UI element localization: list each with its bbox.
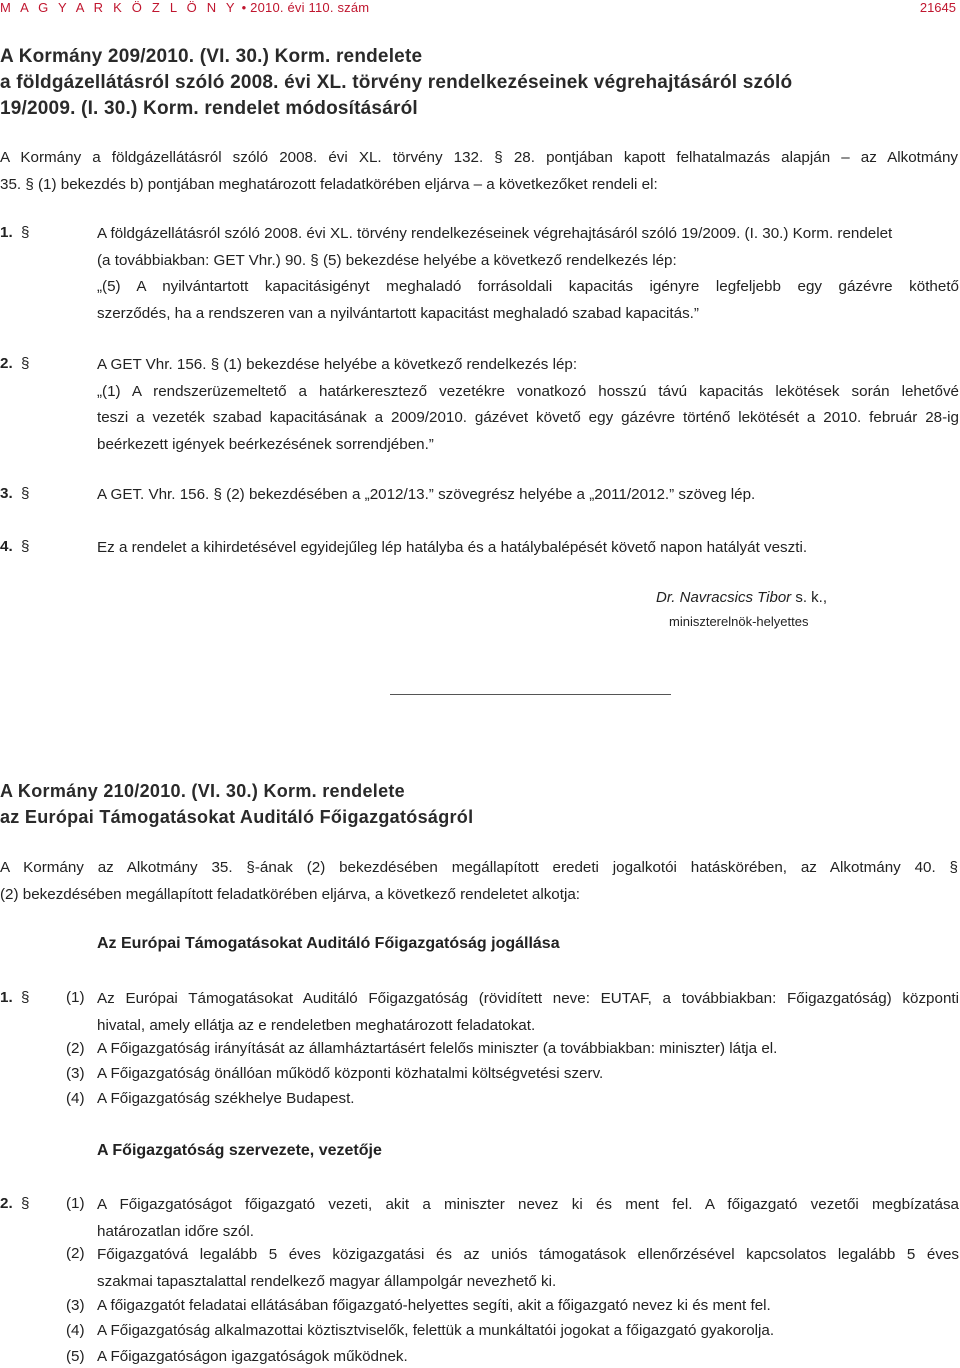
paragraph-label: (1) [66, 989, 85, 1006]
section-line: A GET Vhr. 156. § (1) bekezdése helyébe a következő rendelkezés lép: [97, 356, 578, 373]
preamble-line: A Kormány a földgázellátásról szóló 2008. évi XL. törvény 132. § 28. pontjában kapott felhatalmazás alapján – az Alkotmány [0, 149, 958, 166]
section-line: A GET. Vhr. 156. § (2) bekezdésében a „2012/13.” szövegrész helyébe a „2011/2012.” szöveg lép. [97, 486, 756, 503]
section-line: A földgázellátásról szóló 2008. évi XL. törvény rendelkezéseinek végrehajtásáról szóló 19/2009. (I. 30.) Korm. rendelet [97, 225, 893, 242]
signature-suffix: s. k., [795, 589, 828, 606]
section-sign: § [21, 1195, 30, 1212]
paragraph-text: A Főigazgatóság alkalmazottai köztisztviselők, felettük a munkáltatói jogokat a főigazgató gyakorolja. [97, 1322, 775, 1339]
preamble-line: (2) bekezdésében megállapított feladatkörében eljárva, a következő rendeletet alkotja: [0, 885, 581, 903]
paragraph-label: (1) [66, 1195, 85, 1212]
paragraph-label: (3) [66, 1065, 85, 1082]
paragraph-label: (3) [66, 1297, 85, 1314]
preamble-line: A Kormány az Alkotmány 35. §-ának (2) bekezdésében megállapított eredeti jogalkotói hatáskörében, az Alkotmány 40. § [0, 859, 958, 876]
paragraph-line: Az Európai Támogatásokat Auditáló Főigazgatóság (rövidített neve: EUTAF, a továbbiakban: Főigazgatóság) központi [97, 990, 959, 1007]
paragraph-text [97, 1192, 959, 1245]
section-number: 2. [0, 1195, 13, 1212]
preamble-line: 35. § (1) bekezdés b) pontjában meghatározott feladatkörében eljárva – a következőket rendeli el: [0, 175, 658, 193]
section-number: 1. [0, 224, 13, 241]
decree1-title-line: 19/2009. (I. 30.) Korm. rendelet módosításáról [0, 98, 418, 119]
section-sign: § [21, 538, 30, 555]
paragraph-line: szakmai tapasztalattal rendelkező magyar állampolgár nevezhető ki. [97, 1272, 557, 1290]
section-4-text [97, 535, 959, 562]
section-sign: § [21, 989, 30, 1006]
paragraph-text: A főigazgatót feladatai ellátásában főigazgató-helyettes segíti, akit a főigazgató nevez ki és ment fel. [97, 1297, 771, 1314]
header-bullet: • [241, 0, 247, 15]
section-number: 4. [0, 538, 13, 555]
paragraph-text: A Főigazgatóság székhelye Budapest. [97, 1090, 355, 1107]
paragraph-label: (2) [66, 1245, 85, 1262]
section-number: 1. [0, 989, 13, 1006]
decree1-title-line: a földgázellátásról szóló 2008. évi XL. törvény rendelkezéseinek végrehajtásáról szóló [0, 72, 793, 93]
paragraph-label: (4) [66, 1322, 85, 1339]
decree2-preamble [0, 855, 958, 908]
running-header [0, 0, 369, 15]
paragraph-text: A Főigazgatóság önállóan működő központi közhatalmi költségvetési szerv. [97, 1065, 604, 1082]
paragraph-label: (4) [66, 1090, 85, 1107]
decree1-title-line: A Kormány 209/2010. (VI. 30.) Korm. rendelete [0, 46, 423, 67]
chapter-heading: Az Európai Támogatásokat Auditáló Főigazgatóság jogállása [97, 935, 560, 952]
section-line: „(5) A nyilvántartott kapacitásigényt meghaladó forrásoldali kapacitás igényre legfeljebb egy gázévre köthető [97, 278, 959, 295]
section-sign: § [21, 224, 30, 241]
decree1-preamble [0, 145, 958, 198]
signature [656, 589, 827, 606]
section-line: Ez a rendelet a kihirdetésével egyidejűleg lép hatályba és a hatálybalépését követő napon hatályát veszti. [97, 539, 808, 556]
paragraph-line: hivatal, amely ellátja az e rendeletben meghatározott feladatokat. [97, 1016, 536, 1034]
section-sign: § [21, 355, 30, 372]
paragraph-line: határozatlan időre szól. [97, 1222, 255, 1240]
paragraph-text [97, 1242, 959, 1295]
section-1-text [97, 221, 959, 327]
section-line: teszi a vezeték szabad kapacitásának a 2009/2010. gázévet követő egy gázévre történő lekötését a 2010. február 28-ig [97, 409, 959, 426]
paragraph-label: (2) [66, 1040, 85, 1057]
section-line: (a továbbiakban: GET Vhr.) 90. § (5) bekezdése helyébe a következő rendelkezés lép: [97, 251, 677, 269]
signatory-name: Dr. Navracsics Tibor [656, 589, 792, 606]
decree2-title-line: az Európai Támogatásokat Auditáló Főigazgatóságról [0, 807, 474, 827]
journal-name: M A G Y A R K Ö Z L Ö N Y [0, 0, 238, 15]
page-number: 21645 [919, 0, 956, 15]
paragraph-text: A Főigazgatóság irányítását az államháztartásért felelős miniszter (a továbbiakban: miniszter) látja el. [97, 1040, 778, 1057]
paragraph-line: Főigazgatóvá legalább 5 éves közigazgatási és az uniós támogatások ellenőrzésével kapcsolatos legalább 5 éves [97, 1246, 959, 1263]
signatory-role: miniszterelnök-helyettes [669, 614, 809, 629]
section-2-text [97, 352, 959, 458]
section-number: 2. [0, 355, 13, 372]
section-3-text [97, 482, 959, 509]
paragraph-line: A Főigazgatóságot főigazgató vezeti, akit a miniszter nevez ki és ment fel. A főigazgató vezetői megbízatása [97, 1196, 959, 1213]
section-number: 3. [0, 485, 13, 502]
decree2-title-line: A Kormány 210/2010. (VI. 30.) Korm. rendelete [0, 781, 405, 801]
section-line: szerződés, ha a rendszeren van a nyilvántartott kapacitást meghaladó szabad kapacitás.” [97, 304, 699, 322]
paragraph-text: A Főigazgatóságon igazgatóságok működnek. [97, 1348, 408, 1365]
chapter-heading: A Főigazgatóság szervezete, vezetője [97, 1142, 382, 1159]
section-sign: § [21, 485, 30, 502]
decree2-title [0, 778, 473, 830]
section-line: beérkezett igények beérkezésének sorrendjében.” [97, 435, 434, 453]
section-line: „(1) A rendszerüzemeltető a határkeresztező vezetékre vonatkozó hosszú távú kapacitás lekötések során lehetővé [97, 382, 959, 400]
decree-separator [390, 694, 671, 695]
decree1-title [0, 44, 792, 122]
issue-number: 2010. évi 110. szám [250, 0, 370, 15]
paragraph-text [97, 986, 959, 1039]
paragraph-label: (5) [66, 1348, 85, 1365]
